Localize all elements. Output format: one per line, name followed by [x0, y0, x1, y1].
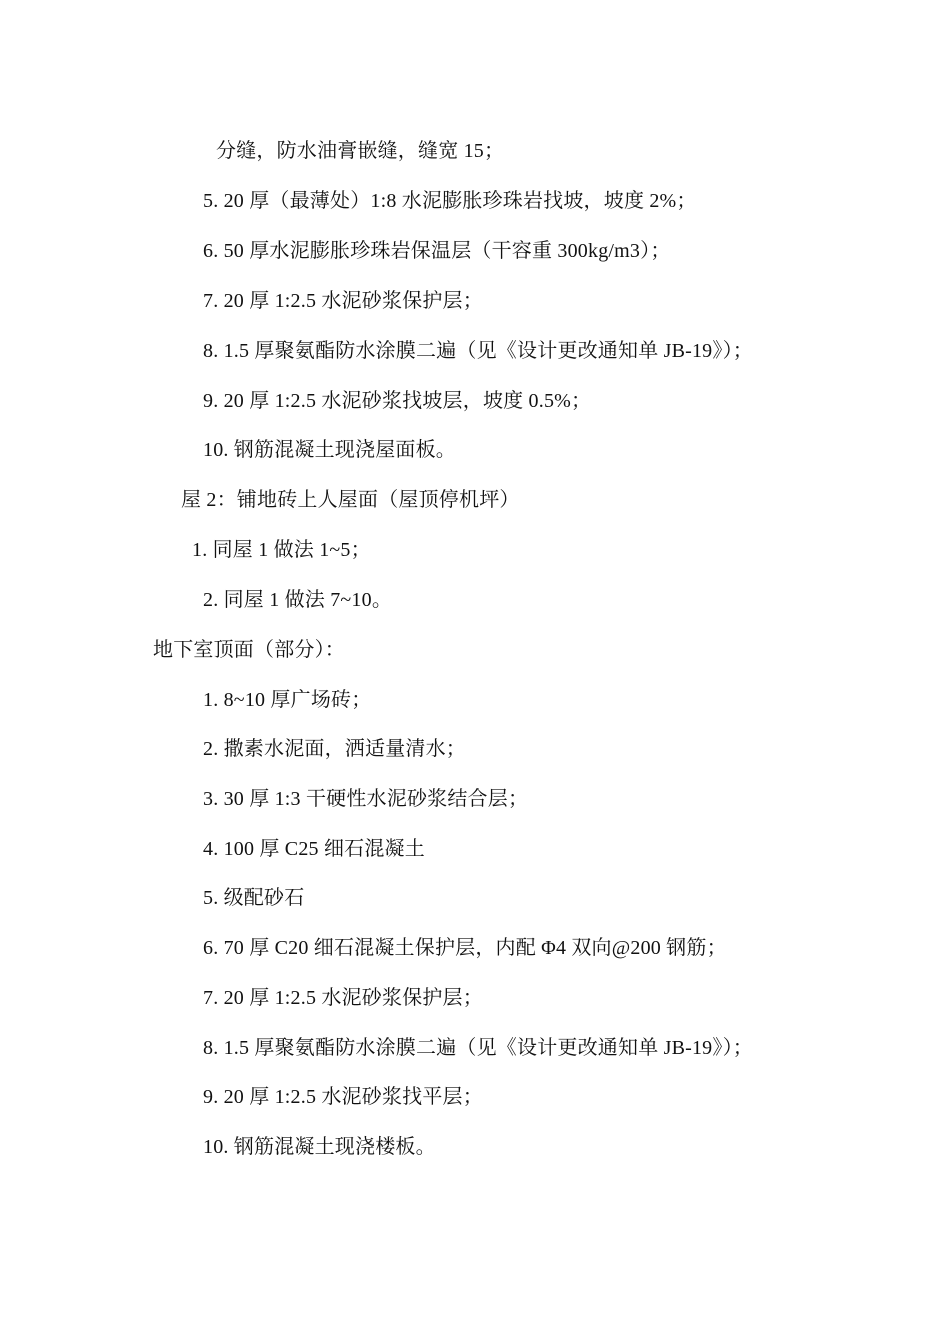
section-heading-basement-top: 地下室顶面（部分）：: [153, 639, 345, 661]
text-line-item-6: 6. 50 厚水泥膨胀珍珠岩保温层（干容重 300kg/m3）；: [203, 240, 671, 262]
text-line-basement-item-7: 7. 20 厚 1:2.5 水泥砂浆保护层；: [203, 987, 483, 1009]
text-line-basement-item-4: 4. 100 厚 C25 细石混凝土: [203, 838, 425, 860]
text-line-basement-item-2: 2. 撒素水泥面，洒适量清水；: [203, 738, 466, 760]
text-line-roof2-item-1: 1. 同屋 1 做法 1~5；: [192, 539, 371, 561]
text-line-item-10: 10. 钢筋混凝土现浇屋面板。: [203, 439, 456, 461]
text-line-item-8: 8. 1.5 厚聚氨酯防水涂膜二遍（见《设计更改通知单 JB-19》）；: [203, 340, 753, 362]
text-line-basement-item-6: 6. 70 厚 C20 细石混凝土保护层，内配 Φ4 双向@200 钢筋；: [203, 937, 727, 959]
text-line-basement-item-9: 9. 20 厚 1:2.5 水泥砂浆找平层；: [203, 1086, 483, 1108]
text-line-basement-item-1: 1. 8~10 厚广场砖；: [203, 689, 372, 711]
text-line-basement-item-5: 5. 级配砂石: [203, 887, 305, 909]
text-line-basement-item-10: 10. 钢筋混凝土现浇楼板。: [203, 1136, 436, 1158]
text-line-continuation: 分缝，防水油膏嵌缝，缝宽 15；: [216, 140, 505, 162]
section-heading-roof-2: 屋 2：铺地砖上人屋面（屋顶停机坪）: [181, 489, 520, 511]
text-line-item-5: 5. 20 厚（最薄处）1:8 水泥膨胀珍珠岩找坡，坡度 2%；: [203, 190, 697, 212]
text-line-item-9: 9. 20 厚 1:2.5 水泥砂浆找坡层，坡度 0.5%；: [203, 390, 592, 412]
text-line-basement-item-8: 8. 1.5 厚聚氨酯防水涂膜二遍（见《设计更改通知单 JB-19》）；: [203, 1037, 753, 1059]
text-line-basement-item-3: 3. 30 厚 1:3 干硬性水泥砂浆结合层；: [203, 788, 529, 810]
text-line-item-7: 7. 20 厚 1:2.5 水泥砂浆保护层；: [203, 290, 483, 312]
text-line-roof2-item-2: 2. 同屋 1 做法 7~10。: [203, 589, 393, 611]
